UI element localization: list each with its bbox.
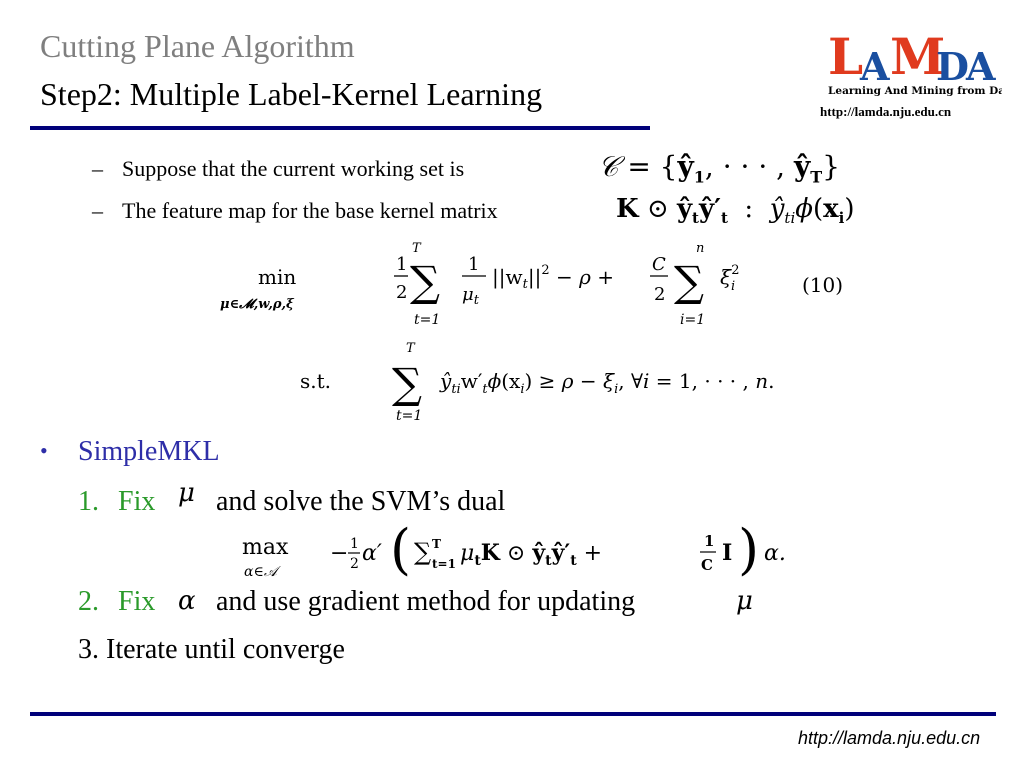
- sum-sign: ∑: [410, 257, 440, 306]
- frac-two: 2: [654, 284, 666, 305]
- equation-number: (10): [802, 273, 844, 297]
- svg-text:2: 2: [350, 556, 359, 572]
- sub-bullet-marker: –: [92, 198, 103, 223]
- frac-mu-t: $\mu_t$: [462, 284, 479, 308]
- sum-lower-t1: t=1: [414, 312, 441, 328]
- logo-letter-m: M: [890, 27, 946, 86]
- svg-text:∑: ∑: [414, 538, 432, 566]
- mu-symbol: μ: [178, 478, 195, 508]
- frac-one: 1: [468, 254, 480, 275]
- frac-C: C: [652, 254, 666, 275]
- sum2-lower-i1: i=1: [680, 312, 706, 328]
- svm-dual-formula: [238, 520, 838, 584]
- logo-letter-a1: A: [860, 44, 890, 89]
- step1-fix: Fix: [118, 486, 156, 517]
- half-denominator: 2: [396, 282, 408, 303]
- svg-text:α.: α.: [764, 541, 786, 566]
- slide-title-line2: Step2: Multiple Label-Kernel Learning: [40, 76, 543, 112]
- sub-bullet-feature-map: The feature map for the base kernel matrix: [122, 198, 498, 223]
- step2-fix: Fix: [118, 586, 156, 617]
- footer-url[interactable]: http://lamda.nju.edu.cn: [798, 728, 981, 748]
- sum2-upper-n: n: [696, 241, 705, 256]
- simplemkl-heading: SimpleMKL: [78, 436, 220, 467]
- constraint-text: $ŷ_{ti}w'_t\phi(x_i) \ge \rho - \xi_i$, ∀i = 1, · · · , n.: [440, 369, 775, 397]
- sum-upper-T: T: [412, 241, 421, 256]
- svg-text:max: max: [242, 535, 289, 560]
- logo-letter-d: D: [936, 44, 969, 89]
- slide-title-line1: Cutting Plane Algorithm: [40, 28, 355, 64]
- feature-map-formula: K ⊙ $ŷ_tŷ'_t$ : $ŷ_{ti}\phi(x_i)$: [616, 194, 855, 228]
- half-numerator: 1: [396, 254, 408, 275]
- lamda-logo: [826, 24, 1002, 112]
- min-label: min: [258, 265, 297, 289]
- norm-term: $||w_t||^2 - \rho$ +: [492, 263, 614, 292]
- st-sum-sign: ∑: [392, 359, 422, 408]
- svg-text:): ): [738, 520, 760, 581]
- step2-text: and use gradient method for updating: [216, 586, 636, 617]
- svg-text:α∈𝒜: α∈𝒜: [244, 564, 278, 580]
- sub-bullet-working-set: Suppose that the current working set is: [122, 156, 465, 181]
- bullet-dot: •: [40, 438, 48, 463]
- svg-text:1: 1: [350, 536, 359, 552]
- svg-text:α′: α′: [362, 541, 382, 566]
- svg-text:1: 1: [704, 532, 715, 550]
- logo-letter-l: L: [828, 27, 864, 86]
- svg-text:μtK ⊙ ŷtŷ′t +: $\mu_tK$ ⊙ $ŷ_tŷ'_t$ +: [460, 540, 603, 569]
- logo-url: http://lamda.nju.edu.cn: [820, 104, 952, 119]
- svg-text:−: −: [330, 541, 349, 566]
- optimization-problem: [210, 240, 870, 430]
- st-sum-upper-T: T: [406, 341, 415, 356]
- min-subscript: μ∈𝓜,w,ρ,ξ: [220, 297, 294, 312]
- step2-number: 2.: [78, 586, 99, 617]
- xi-squared: $\xi_i2$: [720, 263, 740, 294]
- svg-text:(: (: [390, 520, 412, 581]
- logo-tagline: Learning And Mining from DatA: [828, 85, 1002, 97]
- sub-bullet-marker: –: [92, 156, 103, 181]
- title-divider: [30, 126, 650, 130]
- logo-letter-a2: A: [966, 44, 996, 89]
- working-set-formula: 𝒞 = {$ŷ_1$, · · · , $ŷ_T$}: [598, 150, 840, 187]
- svg-text:t=1: t=1: [432, 557, 456, 571]
- st-sum-lower-t1: t=1: [396, 408, 423, 424]
- svg-text:C: C: [701, 556, 713, 574]
- step1-number: 1.: [78, 486, 99, 517]
- footer-divider: [30, 712, 996, 716]
- mu-symbol-2: μ: [736, 586, 753, 616]
- svg-text:I: I: [722, 540, 733, 566]
- svg-text:T: T: [432, 537, 441, 551]
- step3-text: 3. Iterate until converge: [78, 634, 345, 665]
- sum2-sign: ∑: [674, 257, 704, 306]
- st-label: s.t.: [300, 369, 332, 393]
- alpha-symbol: α: [178, 586, 196, 616]
- step1-text: and solve the SVM’s dual: [216, 486, 506, 517]
